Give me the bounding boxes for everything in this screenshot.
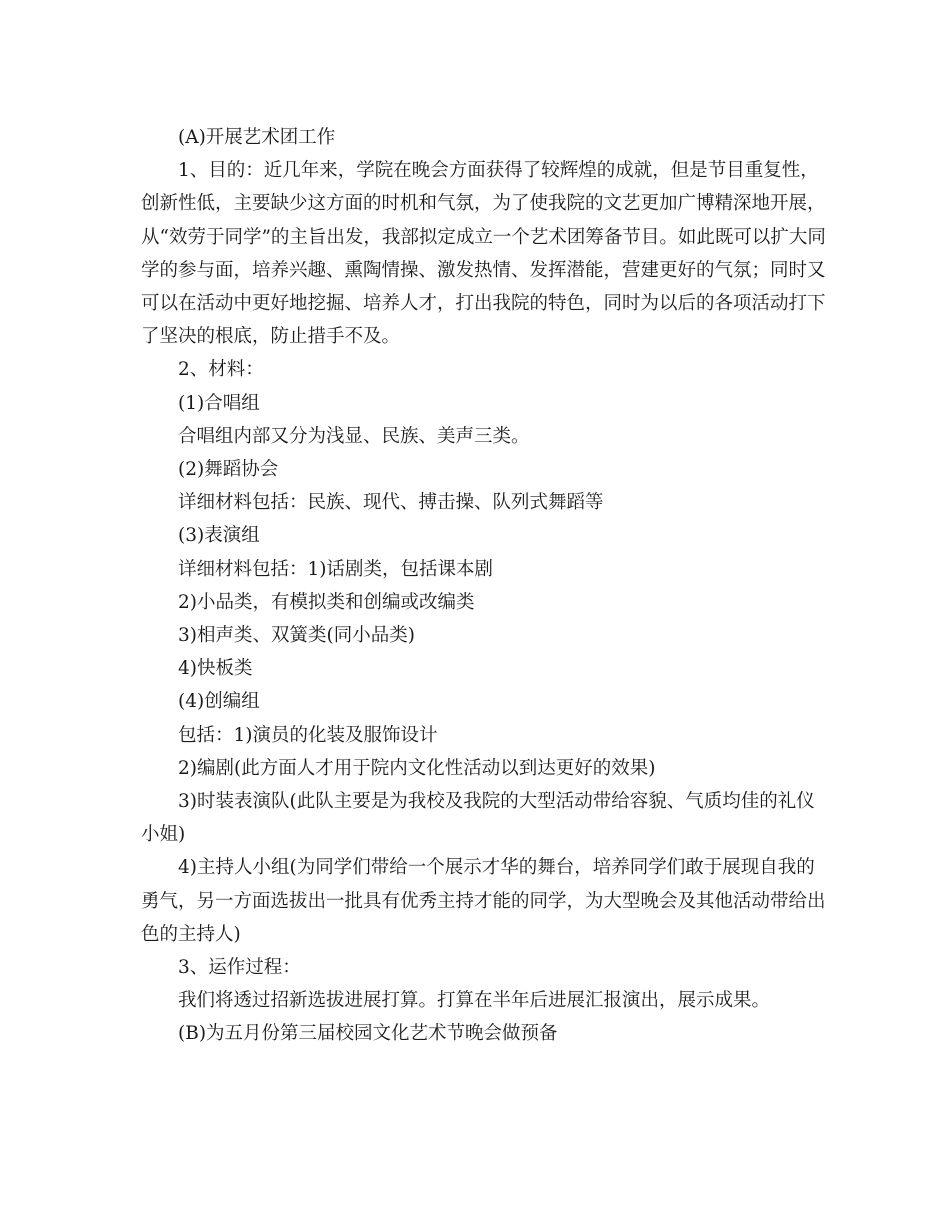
operation-process-heading: 3、运作过程： bbox=[178, 957, 301, 979]
section-heading-a: (A)开展艺术团工作 bbox=[178, 127, 336, 148]
dance-association-heading: (2)舞蹈协会 bbox=[178, 459, 279, 481]
creative-item-costume: 包括：1)演员的化装及服饰设计 bbox=[178, 724, 438, 746]
creative-group-heading: (4)创编组 bbox=[178, 691, 260, 713]
performance-item-crosstalk: 3)相声类、双簧类(同小品类) bbox=[178, 625, 415, 647]
section-heading-b: (B)为五月份第三届校园文化艺术节晚会做预备 bbox=[178, 1023, 558, 1045]
document-body bbox=[141, 121, 831, 1051]
creative-item-fashion-show: 3)时装表演队(此队主要是为我校及我院的大型活动带给容貌、气质均佳的礼仪小姐) bbox=[141, 791, 815, 846]
creative-item-screenwriting: 2)编剧(此方面人才用于院内文化性活动以到达更好的效果) bbox=[178, 757, 656, 779]
purpose-paragraph: 1、目的：近几年来，学院在晚会方面获得了较辉煌的成就，但是节目重复性，创新性低，主要缺少这方面的时机和气氛，为了使我院的文艺更加广博精深地开展，从“效劳于同学”的主旨出发，我部拟定成立一个艺术团筹备节目。如此既可以扩大同学的参与面，培养兴趣、熏陶情操、激发热情、发挥潜能，营建更好的气氛；同时又可以在活动中更好地挖掘、培养人才，打出我院的特色，同时为以后的各项活动打下了坚决的根底，防止措手不及。 bbox=[141, 160, 826, 348]
operation-process-text: 我们将透过招新选拔进展打算。打算在半年后进展汇报演出，展示成果。 bbox=[178, 990, 771, 1012]
performance-item-drama: 详细材料包括：1)话剧类，包括课本剧 bbox=[178, 558, 493, 580]
choir-group-heading: (1)合唱组 bbox=[178, 392, 260, 414]
choir-group-text: 合唱组内部又分为浅显、民族、美声三类。 bbox=[178, 425, 530, 447]
creative-item-host-team: 4)主持人小组(为同学们带给一个展示才华的舞台，培养同学们敢于展现自我的勇气，另一方面选拔出一批具有优秀主持才能的同学，为大型晚会及其他活动带给出色的主持人) bbox=[141, 857, 826, 945]
performance-group-heading: (3)表演组 bbox=[178, 525, 260, 547]
performance-item-kuaiban: 4)快板类 bbox=[178, 658, 253, 680]
materials-heading: 2、材料： bbox=[178, 359, 264, 381]
dance-association-text: 详细材料包括：民族、现代、搏击操、队列式舞蹈等 bbox=[178, 492, 604, 514]
performance-item-skit: 2)小品类，有模拟类和创编或改编类 bbox=[178, 591, 475, 613]
